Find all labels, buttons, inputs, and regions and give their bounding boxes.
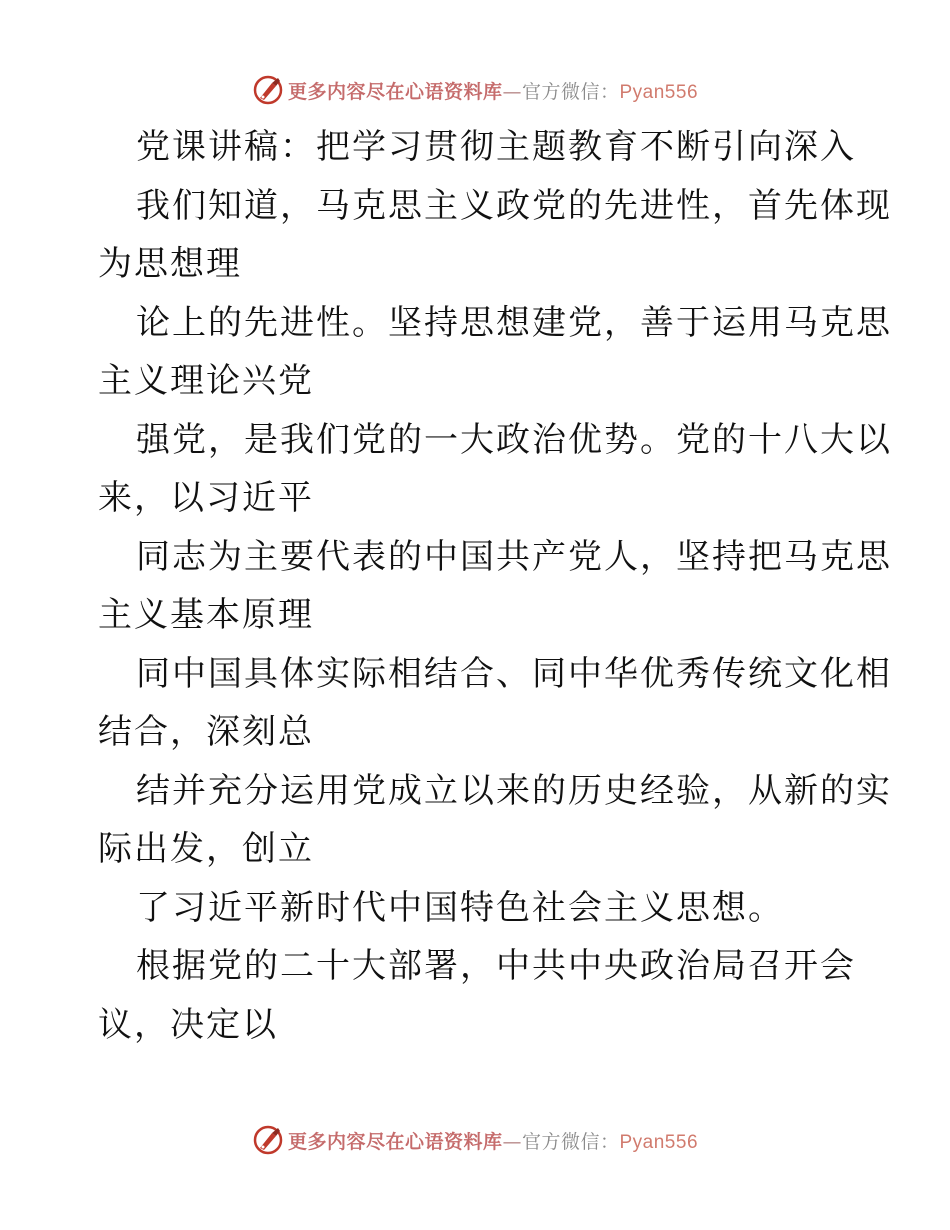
pen-nib-logo-icon: [252, 1124, 284, 1156]
banner-wechat-label: 官方微信：: [521, 80, 620, 103]
text-line: 我们知道，马克思主义政党的先进性，首先体现: [136, 185, 892, 226]
text-line: 主义理论兴党: [98, 361, 314, 401]
text-line: 为思想理: [98, 244, 242, 284]
text-line: 论上的先进性。坚持思想建党，善于运用马克思: [136, 302, 892, 343]
document-body: [98, 118, 892, 1054]
banner-wechat-label: 官方微信：: [521, 1130, 620, 1153]
text-line: 际出发，创立: [98, 829, 314, 869]
text-line: 强党，是我们党的一大政治优势。党的十八大以: [136, 419, 892, 460]
text-line: 党课讲稿：把学习贯彻主题教育不断引向深入: [136, 127, 856, 167]
banner-wechat-id: Pyan556: [619, 81, 699, 103]
banner-promo: 更多内容尽在心语资料库: [287, 80, 503, 103]
text-line: 同中国具体实际相结合、同中华优秀传统文化相: [136, 653, 892, 694]
footer-banner: [0, 1120, 950, 1160]
text-line: 来，以习近平: [98, 478, 314, 518]
text-line: 结合，深刻总: [98, 712, 314, 752]
text-line: 议，决定以: [98, 1004, 278, 1045]
banner-dash: —: [502, 80, 522, 103]
text-line: 同志为主要代表的中国共产党人，坚持把马克思: [136, 536, 892, 577]
banner-wechat-id: Pyan556: [619, 1131, 699, 1153]
text-line: 主义基本原理: [98, 595, 314, 635]
pen-nib-logo-icon: [252, 74, 284, 106]
banner-text: [288, 77, 698, 104]
banner-promo: 更多内容尽在心语资料库: [287, 1130, 503, 1153]
text-line: 根据党的二十大部署，中共中央政治局召开会: [136, 946, 856, 986]
banner-dash: —: [502, 1130, 522, 1153]
banner-text: [288, 1127, 698, 1154]
text-line: 结并充分运用党成立以来的历史经验，从新的实: [136, 770, 892, 811]
text-line: 了习近平新时代中国特色社会主义思想。: [136, 887, 784, 928]
header-banner: [0, 70, 950, 110]
